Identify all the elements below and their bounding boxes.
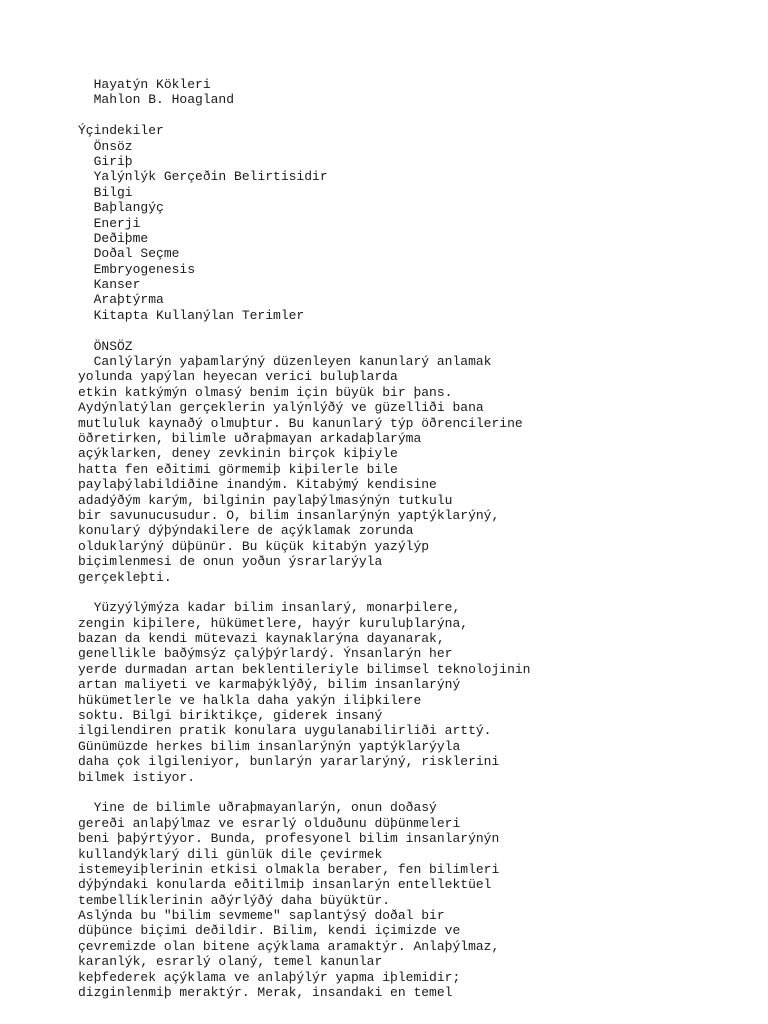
text-line: istemeyiþlerinin etkisi olmakla beraber, fen bilimleri	[78, 861, 500, 877]
text-line: Kanser	[78, 277, 141, 293]
text-line: kullandýklarý dili günlük dile çevirmek	[78, 846, 383, 862]
text-line: Günümüzde herkes bilim insanlarýnýn yaptýklarýyla	[78, 738, 461, 754]
text-line: adadýðým karým, bilginin paylaþýlmasýnýn tutkulu	[78, 492, 453, 508]
text-line: Kitapta Kullanýlan Terimler	[78, 307, 305, 323]
text-line: yerde durmadan artan beklentileriyle bilimsel teknolojinin	[78, 661, 531, 677]
text-line: biçimlenmesi de onun yoðun ýsrarlarýyla	[78, 554, 383, 570]
text-line: dýþýndaki konularda eðitilmiþ insanlarýn entellektüel	[78, 877, 492, 893]
text-line: bilmek istiyor.	[78, 769, 196, 785]
text-line: Giriþ	[78, 153, 133, 169]
text-line: olduklarýný düþünür. Bu küçük kitabýn yazýlýp	[78, 538, 430, 554]
text-line: Yine de bilimle uðraþmayanlarýn, onun doðasý	[78, 800, 437, 816]
text-line: beni þaþýrtýyor. Bunda, profesyonel bilim insanlarýnýn	[78, 831, 500, 847]
text-line: Baþlangýç	[78, 200, 164, 216]
text-line: Önsöz	[78, 138, 133, 154]
text-line: zengin kiþilere, hükümetlere, hayýr kuruluþlarýna,	[78, 615, 469, 631]
text-line: Deðiþme	[78, 230, 149, 246]
text-line: hükümetlerle ve halkla daha yakýn iliþkilere	[78, 692, 422, 708]
text-line: mutluluk kaynaðý olmuþtur. Bu kanunlarý týp öðrencilerine	[78, 415, 523, 431]
text-line: soktu. Bilgi biriktikçe, giderek insaný	[78, 708, 383, 724]
text-line: çevremizde olan bitene açýklama aramaktýr. Anlaþýlmaz,	[78, 938, 500, 954]
blank-line	[78, 323, 758, 338]
text-line: bazan da kendi mütevazi kaynaklarýna dayanarak,	[78, 631, 445, 647]
text-line: keþfederek açýklama ve anlaþýlýr yapma iþlemidir;	[78, 969, 461, 985]
text-line: ilgilendiren pratik konulara uygulanabilirliði arttý.	[78, 723, 492, 739]
text-line: tembelliklerinin aðýrlýðý daha büyüktür.	[78, 892, 391, 908]
text-line: paylaþýlabildiðine inandým. Kitabýmý kendisine	[78, 477, 437, 493]
text-line: gerçekleþti.	[78, 569, 172, 585]
text-line: Bilgi	[78, 184, 133, 200]
text-line: etkin katkýmýn olmasý benim için büyük bir þans.	[78, 384, 453, 400]
document-text	[78, 77, 758, 1000]
text-line: yolunda yapýlan heyecan verici buluþlarda	[78, 369, 398, 385]
text-line: Canlýlarýn yaþamlarýný düzenleyen kanunlarý anlamak	[78, 354, 492, 370]
text-line: Aslýnda bu "bilim sevmeme" saplantýsý doðal bir	[78, 908, 445, 924]
text-line: Yalýnlýk Gerçeðin Belirtisidir	[78, 169, 328, 185]
text-line: konularý dýþýndakilere de açýklamak zorunda	[78, 523, 414, 539]
text-line: Yüzyýlýmýza kadar bilim insanlarý, monarþilere,	[78, 600, 461, 616]
text-line: Enerji	[78, 215, 141, 231]
text-line: daha çok ilgileniyor, bunlarýn yararlarýný, risklerini	[78, 754, 500, 770]
text-line: hatta fen eðitimi görmemiþ kiþilerle bile	[78, 461, 398, 477]
text-line: düþünce biçimi deðildir. Bilim, kendi içimizde ve	[78, 923, 461, 939]
text-line: genellikle baðýmsýz çalýþýrlardý. Ýnsanlarýn her	[78, 646, 453, 662]
text-line: açýklarken, deney zevkinin birçok kiþiyle	[78, 446, 398, 462]
text-line: ÖNSÖZ	[78, 338, 133, 354]
blank-line	[78, 585, 758, 600]
text-line: Hayatýn Kökleri	[78, 77, 211, 92]
text-line: Mahlon B. Hoagland	[78, 92, 235, 108]
text-line: Aydýnlatýlan gerçeklerin yalýnlýðý ve güzelliði bana	[78, 400, 484, 416]
text-line: karanlýk, esrarlý olaný, temel kanunlar	[78, 954, 383, 970]
text-line: bir savunucusudur. O, bilim insanlarýnýn yaptýklarýný,	[78, 507, 500, 523]
text-line: Doðal Seçme	[78, 246, 180, 262]
blank-line	[78, 108, 758, 123]
blank-line	[78, 785, 758, 800]
text-line: Embryogenesis	[78, 261, 196, 277]
text-line: dizginlenmiþ meraktýr. Merak, insandaki en temel	[78, 985, 453, 1001]
text-line: Araþtýrma	[78, 292, 164, 308]
text-line: gereði anlaþýlmaz ve esrarlý olduðunu düþünmeleri	[78, 815, 461, 831]
text-line: Ýçindekiler	[78, 123, 164, 139]
text-line: öðretirken, bilimle uðraþmayan arkadaþlarýma	[78, 430, 422, 446]
text-line: artan maliyeti ve karmaþýklýðý, bilim insanlarýný	[78, 677, 461, 693]
